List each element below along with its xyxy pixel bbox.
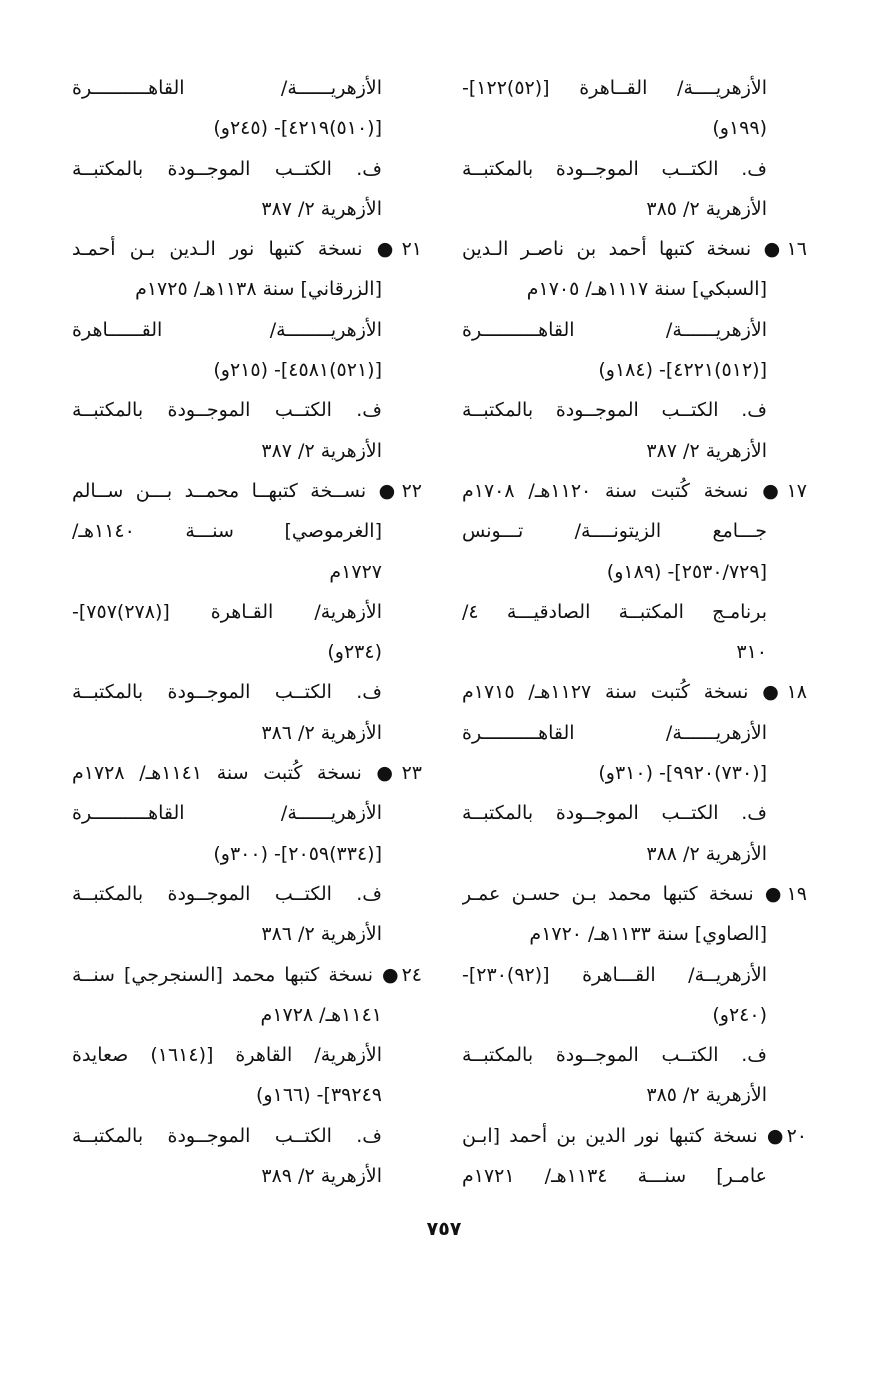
entry-line: ف. الكتــب الموجــودة بالمكتبــة: [462, 1044, 767, 1067]
entry-heading-line: ٢٤● نسخة كتبها محمد [السنجرجي] سنــة: [72, 963, 422, 986]
entry-line: جـــامع الزيتونــــة/ تـــونس: [462, 520, 767, 543]
entry-line: ١٧٢٧م: [329, 560, 382, 583]
entry-line: ٣١٠: [736, 641, 767, 664]
entry-line: الأزهرية ٢/ ٣٨٥: [646, 197, 767, 220]
entry-heading-line: ١٩● نسخة كتبها محمد بـن حسـن عمـر: [462, 882, 807, 905]
page-number: ٧٥٧: [426, 1218, 462, 1240]
entry-heading-line: ٢١● نسخة كتبها نور الـدين بـن أحمـد: [72, 238, 422, 261]
right-column: [462, 68, 807, 1196]
entry-line: الأزهريــــة/ القــاهرة [(٥٢)١٢٢]-: [462, 77, 767, 99]
entry-line: ف. الكتــب الموجــودة بالمكتبــة: [72, 882, 382, 905]
entry-line: الأزهرية ٢/ ٣٨٨: [646, 842, 767, 865]
entry-line: [السبكي] سنة ١١١٧هـ/ ١٧٠٥م: [526, 278, 767, 301]
entry-line: [(٥١٠)٤٢١٩]- (٢٤٥و): [213, 117, 382, 140]
entry-line: ٣٩٢٤٩]- (١٦٦و): [256, 1084, 382, 1107]
entry-heading-line: ١٧● نسخة كُتبت سنة ١١٢٠هـ/ ١٧٠٨م: [462, 479, 807, 502]
entry-line: [(٥١٢)٤٢٢١]- (١٨٤و): [598, 359, 767, 382]
entry-line: الأزهريــة/ القـــاهرة [(٩٢)٢٣٠]-: [462, 963, 767, 986]
entry-heading-line: ١٦● نسخة كتبها أحمد بن ناصـر الـدين: [462, 238, 807, 261]
entry-heading-line: ١٨● نسخة كُتبت سنة ١١٢٧هـ/ ١٧١٥م: [462, 681, 807, 704]
entry-line: ١١٤١هـ/ ١٧٢٨م: [260, 1003, 382, 1026]
entry-line: عامـر] سنـــة ١١٣٤هـ/ ١٧٢١م: [462, 1165, 768, 1188]
entry-line: الأزهرية ٢/ ٣٨٧: [646, 439, 767, 462]
entry-heading-line: ٢٠● نسخة كتبها نور الدين بن أحمد [ابـن: [462, 1124, 807, 1147]
entry-line: (١٩٩و): [712, 117, 767, 140]
entry-line: الأزهريــــــــة/ القــــــاهرة: [72, 318, 382, 341]
entry-line: ف. الكتــب الموجــودة بالمكتبــة: [462, 802, 767, 825]
entry-line: [الغرموصي] سنـــة ١١٤٠هـ/: [72, 520, 382, 543]
entry-line: الأزهريــــــة/ القاهــــــــــرة: [72, 802, 382, 825]
entry-line: [الزرقاني] سنة ١١٣٨هـ/ ١٧٢٥م: [135, 278, 382, 301]
entry-line: (٢٤٠و): [712, 1003, 767, 1026]
entry-line: [الصاوي] سنة ١١٣٣هـ/ ١٧٢٠م: [529, 923, 767, 946]
entry-line: ف. الكتــب الموجــودة بالمكتبــة: [462, 157, 767, 180]
left-column: [72, 68, 422, 1196]
entry-line: الأزهرية ٢/ ٣٨٥: [646, 1084, 767, 1107]
entry-line: الأزهرية ٢/ ٣٨٧: [261, 439, 382, 462]
entry-line: الأزهرية ٢/ ٣٨٧: [261, 197, 382, 220]
entry-line: الأزهريــــــة/ القاهــــــــــرة: [462, 721, 767, 744]
entry-line: الأزهرية/ القـاهرة [(٢٧٨)٧٥٧]-: [72, 600, 382, 623]
entry-line: الأزهرية ٢/ ٣٨٦: [261, 721, 382, 744]
entry-heading-line: ٢٢● نســخة كتبهــا محمــد بـــن ســالم: [72, 479, 422, 502]
entry-line: الأزهرية ٢/ ٣٨٩: [261, 1165, 382, 1188]
entry-line: ف. الكتــب الموجــودة بالمكتبــة: [72, 399, 382, 422]
entry-line: [(٥٢١)٤٥٨١]- (٢١٥و): [213, 359, 382, 382]
entry-line: ف. الكتــب الموجــودة بالمكتبــة: [72, 157, 382, 180]
entry-line: [(٣٣٤)٢٠٥٩]- (٣٠٠و): [213, 842, 382, 865]
entry-line: [(٧٣٠)٩٩٢٠]- (٣١٠و): [598, 762, 767, 785]
entry-line: الأزهرية ٢/ ٣٨٦: [261, 923, 382, 946]
entry-line: الأزهريــــــة/ القاهــــــــــرة: [462, 318, 767, 341]
entry-line: ف. الكتــب الموجــودة بالمكتبــة: [462, 399, 767, 422]
entry-line: ف. الكتــب الموجــودة بالمكتبــة: [72, 681, 382, 704]
entry-line: (٢٣٤و): [327, 641, 382, 664]
entry-line: ف. الكتــب الموجــودة بالمكتبــة: [72, 1124, 382, 1147]
entry-heading-line: ٢٣● نسخة كُتبت سنة ١١٤١هـ/ ١٧٢٨م: [72, 762, 422, 785]
entry-line: برنامـج المكتبــة الصادقيـــة ٤/: [462, 600, 767, 623]
entry-line: الأزهرية/ القاهرة [(١٦١٤) صعايدة: [72, 1044, 382, 1067]
entry-line: الأزهريــــــة/ القاهــــــــــرة: [72, 77, 382, 99]
entry-line: [٢٥٣٠/٧٢٩]- (١٨٩و): [606, 560, 767, 583]
